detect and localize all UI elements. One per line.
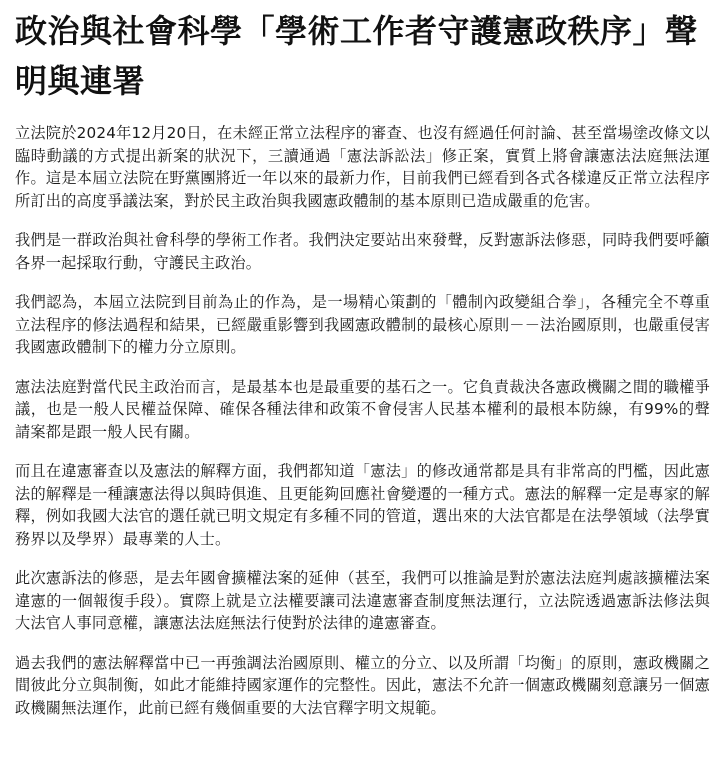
article-title: 政治與社會科學「學術工作者守護憲政秩序」聲明與連署 [15,12,698,100]
article-body [15,122,710,719]
paragraph-3: 我們認為，本屆立法院到目前為止的作為，是一場精心策劃的「體制內政變組合拳」，各種完全不尊重立法程序的修法過程和結果，已經嚴重影響到我國憲政體制的最核心原則－－法治國原則，也嚴重侵害我國憲政體制下的權力分立原則。 [15,293,710,356]
paragraph-6: 此次憲訴法的修惡，是去年國會擴權法案的延伸（甚至，我們可以推論是對於憲法法庭判處該擴權法案違憲的一個報復手段）。實際上就是立法權要讓司法違憲審查制度無法運行，立法院透過憲訴法修法與大法官人事同意權，讓憲法法庭無法行使對於法律的違憲審查。 [15,569,710,632]
paragraph-1: 立法院於2024年12月20日，在未經正常立法程序的審查、也沒有經過任何討論、甚至當場塗改條文以臨時動議的方式提出新案的狀況下，三讀通過「憲法訴訟法」修正案，實質上將會讓憲法法庭無法運作。這是本屆立法院在野黨團將近一年以來的最新力作，目前我們已經看到各式各樣違反正常立法程序所訂出的高度爭議法案，對於民主政治與我國憲政體制的基本原則已造成嚴重的危害。 [15,124,710,210]
paragraph-2: 我們是一群政治與社會科學的學術工作者。我們決定要站出來發聲，反對憲訴法修惡，同時我們要呼籲各界一起採取行動，守護民主政治。 [15,231,710,272]
paragraph-5: 而且在違憲審查以及憲法的解釋方面，我們都知道「憲法」的修改通常都是具有非常高的門檻，因此憲法的解釋是一種讓憲法得以與時俱進、且更能夠回應社會變遷的一種方式。憲法的解釋一定是專家的解釋，例如我國大法官的選任就已明文規定有多種不同的管道，選出來的大法官都是在法學領域（法學實務界以及學界）最專業的人士。 [15,462,710,548]
paragraph-4: 憲法法庭對當代民主政治而言，是最基本也是最重要的基石之一。它負責裁決各憲政機關之間的職權爭議，也是一般人民權益保障、確保各種法律和政策不會侵害人民基本權利的最根本防線，有99%的聲請案都是跟一般人民有關。 [15,377,710,441]
paragraph-7: 過去我們的憲法解釋當中已一再強調法治國原則、權立的分立、以及所謂「均衡」的原則，憲政機關之間彼此分立與制衡，如此才能維持國家運作的完整性。因此，憲法不允許一個憲政機關刻意讓另一個憲政機關無法運作，此前已經有幾個重要的大法官釋字明文規範。 [15,653,710,717]
